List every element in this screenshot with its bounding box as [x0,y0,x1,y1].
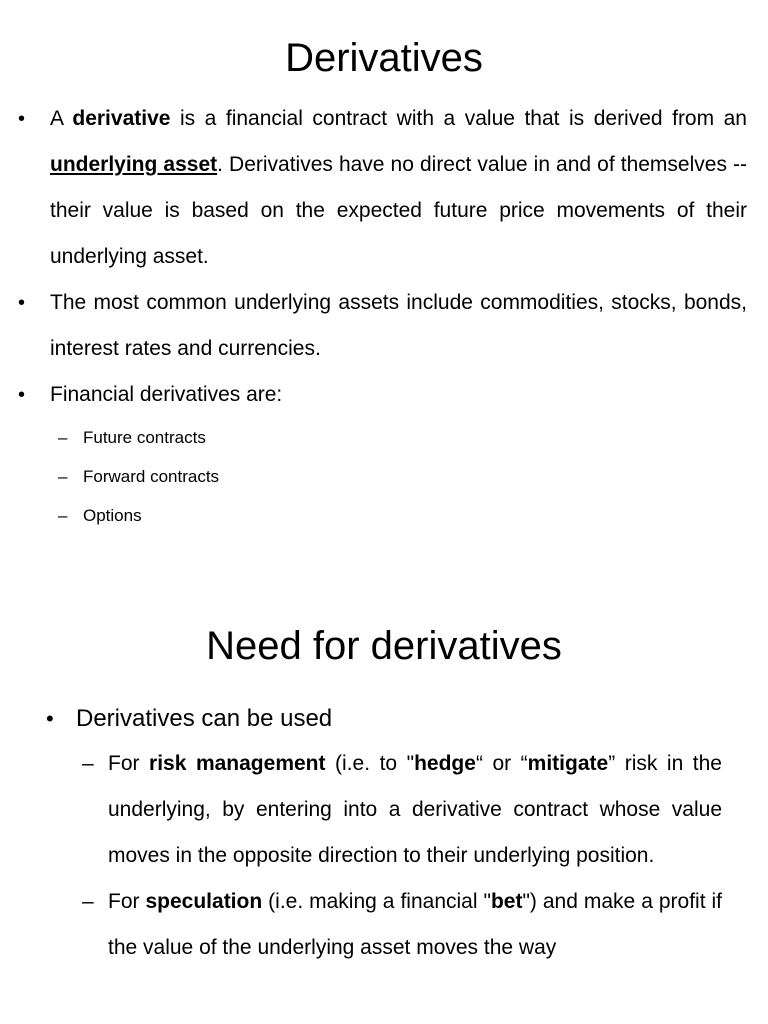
term-risk-management: risk management [149,752,326,775]
definition-text-middle: is a financial contract with a value that is derived from an [170,107,747,130]
financial-derivatives-text: Financial derivatives are: [50,383,283,406]
list-item-label: Options [83,506,142,525]
list-item-label: Future contracts [83,428,206,447]
term-underlying-asset: underlying asset [50,153,218,176]
list-item-label: Forward contracts [83,467,220,486]
dash-icon: – [58,506,68,525]
slide-title: Derivatives [285,36,483,80]
sub-bullet-speculation [0,879,768,971]
bullet-financial-derivatives [0,372,768,418]
bullet-icon: • [18,108,26,130]
derivative-types-list [0,418,768,535]
speculation-text-2: (i.e. making a financial " [262,890,491,913]
risk-text-2: (i.e. to " [325,752,415,775]
risk-text-1: For [108,752,150,775]
speculation-text-3: ") and make a profit if the value of the underlying asset moves the way [108,890,723,959]
term-hedge: hedge [414,752,476,775]
bullet-icon: • [18,292,26,314]
list-item [0,496,768,535]
slide-title: Need for derivatives [206,624,562,668]
definition-text-end: . Derivatives have no direct value in and of themselves -- their value is based on the expected future price movements of their underlying asset. [50,153,747,268]
bullet-common-assets [0,280,768,372]
uses-text: Derivatives can be used [76,705,333,732]
dash-icon: – [58,467,68,486]
dash-icon: – [82,890,94,913]
risk-text-4: ” risk in the underlying, by entering into a derivative contract whose value moves in the opposite direction to their underlying position. [108,752,722,867]
list-item [0,418,768,457]
term-speculation: speculation [145,890,263,913]
slide-body [0,697,768,971]
slide-need-for-derivatives [0,600,768,1024]
bullet-definition [0,96,768,280]
term-bet: bet [490,890,523,913]
bullet-uses [0,697,768,741]
common-assets-text: The most common underlying assets include commodities, stocks, bonds, interest rates and currencies. [50,291,747,360]
term-derivative: derivative [72,107,171,130]
speculation-text-1: For [108,890,146,913]
dash-icon: – [82,752,94,775]
term-mitigate: mitigate [527,752,609,775]
risk-text-3: “ or “ [475,752,528,775]
sub-bullet-risk-management [0,741,768,879]
bullet-icon: • [18,384,26,406]
dash-icon: – [58,428,68,447]
definition-text-start: A [50,107,73,130]
list-item [0,457,768,496]
bullet-icon: • [46,706,54,731]
slide-body [0,96,768,535]
